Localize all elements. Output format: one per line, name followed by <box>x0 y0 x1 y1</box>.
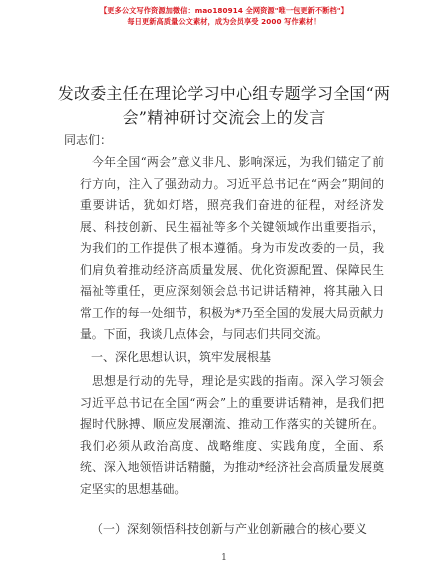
paragraph-intro <box>80 152 384 346</box>
promo-line-2: 每日更新高质量公文素材，成为会员享受 2000 写作素材！ <box>127 17 321 26</box>
document-title: 发改委主任在理论学习中心组专题学习全国“两会”精神研讨交流会上的发言 <box>57 84 391 127</box>
paragraph-section-1-text: 思想是行动的先导，理论是实践的指南。深入学习领会习近平总书记在全国“两会”上的重要讲话精神，是我们把握时代脉搏、顺应发展潮流、推动工作落实的关键所在。我们必须从政治高度、战略维度、实践角度，全面、系统、深入地领悟讲话精髓，为推动*经济社会高质量发展奠定坚实的思想基础。 <box>80 374 384 496</box>
greeting: 同志们： <box>64 133 113 147</box>
promo-line-1: 【更多公文写作资源加微信：mao180914 全网资源"唯一包更新不断档"】 <box>100 6 348 15</box>
page-number: 1 <box>221 553 227 563</box>
section-heading-1: 一、深化思想认识，筑牢发展根基 <box>91 350 272 364</box>
paragraph-intro-text: 今年全国“两会”意义非凡、影响深远，为我们锚定了前行方向，注入了强劲动力。习近平总书记在“两会”期间的重要讲话，犹如灯塔，照亮我们奋进的征程，对经济发展、科技创新、民生福祉等多个关键领域作出重要指示，为我们的工作提供了根本遵循。身为市发改委的一员，我们肩负着推动经济高质量发展、优化资源配置、保障民生福祉等重任，更应深刻领会总书记讲话精神，将其融入日常工作的每一处细节，积极为*乃至全国的发展大局贡献力量。下面，我谈几点体会，与同志们共同交流。 <box>80 155 384 341</box>
subsection-heading-1: （一）深刻领悟科技创新与产业创新融合的核心要义 <box>91 522 368 536</box>
paragraph-section-1 <box>80 371 384 500</box>
